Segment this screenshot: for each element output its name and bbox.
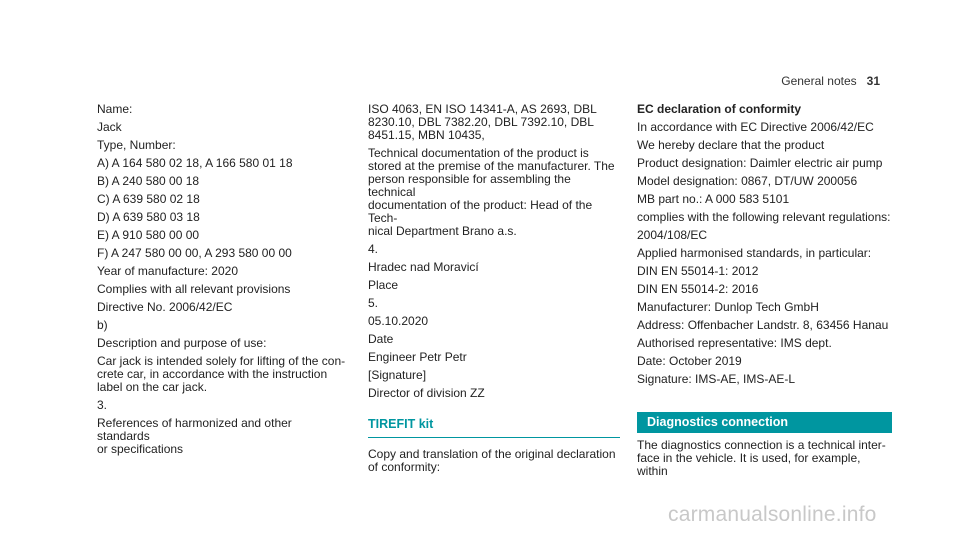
text-line: Engineer Petr Petr (368, 350, 467, 364)
tirefit-heading: TIREFIT kit (368, 418, 620, 438)
text-line: Directive No. 2006/42/EC (97, 300, 233, 314)
text-line: Hradec nad Moravicí (368, 260, 479, 274)
text-line: Address: Offenbacher Landstr. 8, 63456 Hanau (637, 318, 889, 332)
text-line: DIN EN 55014-1: 2012 (637, 264, 759, 278)
text-line: 4. (368, 242, 379, 256)
text-line: D) A 639 580 03 18 (97, 210, 200, 224)
text-line: Director of division ZZ (368, 386, 485, 400)
text-line: Type, Number: (97, 138, 176, 152)
watermark-logo: carmanualsonline.info (668, 503, 877, 526)
text-line: DIN EN 55014-2: 2016 (637, 282, 759, 296)
text-line: 05.10.2020 (368, 314, 429, 328)
text-line: We hereby declare that the product (637, 138, 825, 152)
text-line: B) A 240 580 00 18 (97, 174, 200, 188)
text-line: Model designation: 0867, DT/UW 200056 (637, 174, 858, 188)
text-paragraph: Car jack is intended solely for lifting of the con- crete car, in accordance with the instruction label on the car jack. (97, 354, 346, 394)
column-middle (368, 103, 620, 479)
text-line: 3. (97, 398, 108, 412)
text-line: C) A 639 580 02 18 (97, 192, 200, 206)
ec-declaration-heading: EC declaration of conformity (637, 102, 802, 116)
section-name: General notes (781, 74, 857, 88)
text-line: F) A 247 580 00 00, A 293 580 00 00 (97, 246, 292, 260)
column-left (97, 103, 347, 461)
text-line: Product designation: Daimler electric air pump (637, 156, 883, 170)
text-line: b) (97, 318, 108, 332)
text-line: Date (368, 332, 394, 346)
text-line: Year of manufacture: 2020 (97, 264, 238, 278)
text-line: In accordance with EC Directive 2006/42/EC (637, 120, 874, 134)
text-line: Manufacturer: Dunlop Tech GmbH (637, 300, 819, 314)
text-line: Place (368, 278, 399, 292)
text-line: MB part no.: A 000 583 5101 (637, 192, 790, 206)
text-line: Description and purpose of use: (97, 336, 267, 350)
text-line: 2004/108/EC (637, 228, 708, 242)
diagnostics-text: The diagnostics connection is a technical inter- face in the vehicle. It is used, for example, within (637, 438, 886, 478)
text-line: Authorised representative: IMS dept. (637, 336, 832, 350)
page-header (781, 74, 880, 88)
text-paragraph: References of harmonized and other standards or specifications (97, 416, 292, 456)
text-line: complies with the following relevant regulations: (637, 210, 891, 224)
diagnostics-heading: Diagnostics connection (637, 412, 892, 433)
text-paragraph: Technical documentation of the product is stored at the premise of the manufacturer. The person responsible for assembling the technical documentation of the product: Head of the Tech- nical Department Brano a.s. (368, 146, 615, 238)
column-right (637, 103, 892, 483)
text-line: 5. (368, 296, 379, 310)
page-number: 31 (866, 74, 880, 88)
text-line: A) A 164 580 02 18, A 166 580 01 18 (97, 156, 293, 170)
text-line: E) A 910 580 00 00 (97, 228, 200, 242)
text-line: Complies with all relevant provisions (97, 282, 291, 296)
text-line: [Signature] (368, 368, 427, 382)
text-line: Name: (97, 102, 133, 116)
text-paragraph: ISO 4063, EN ISO 14341-A, AS 2693, DBL 8230.10, DBL 7382.20, DBL 7392.10, DBL 8451.15, MBN 10435, (368, 102, 597, 142)
tirefit-text: Copy and translation of the original declaration of conformity: (368, 447, 616, 474)
text-line: Signature: IMS-AE, IMS-AE-L (637, 372, 796, 386)
text-line: Applied harmonised standards, in particular: (637, 246, 872, 260)
text-line: Jack (97, 120, 122, 134)
text-line: Date: October 2019 (637, 354, 742, 368)
